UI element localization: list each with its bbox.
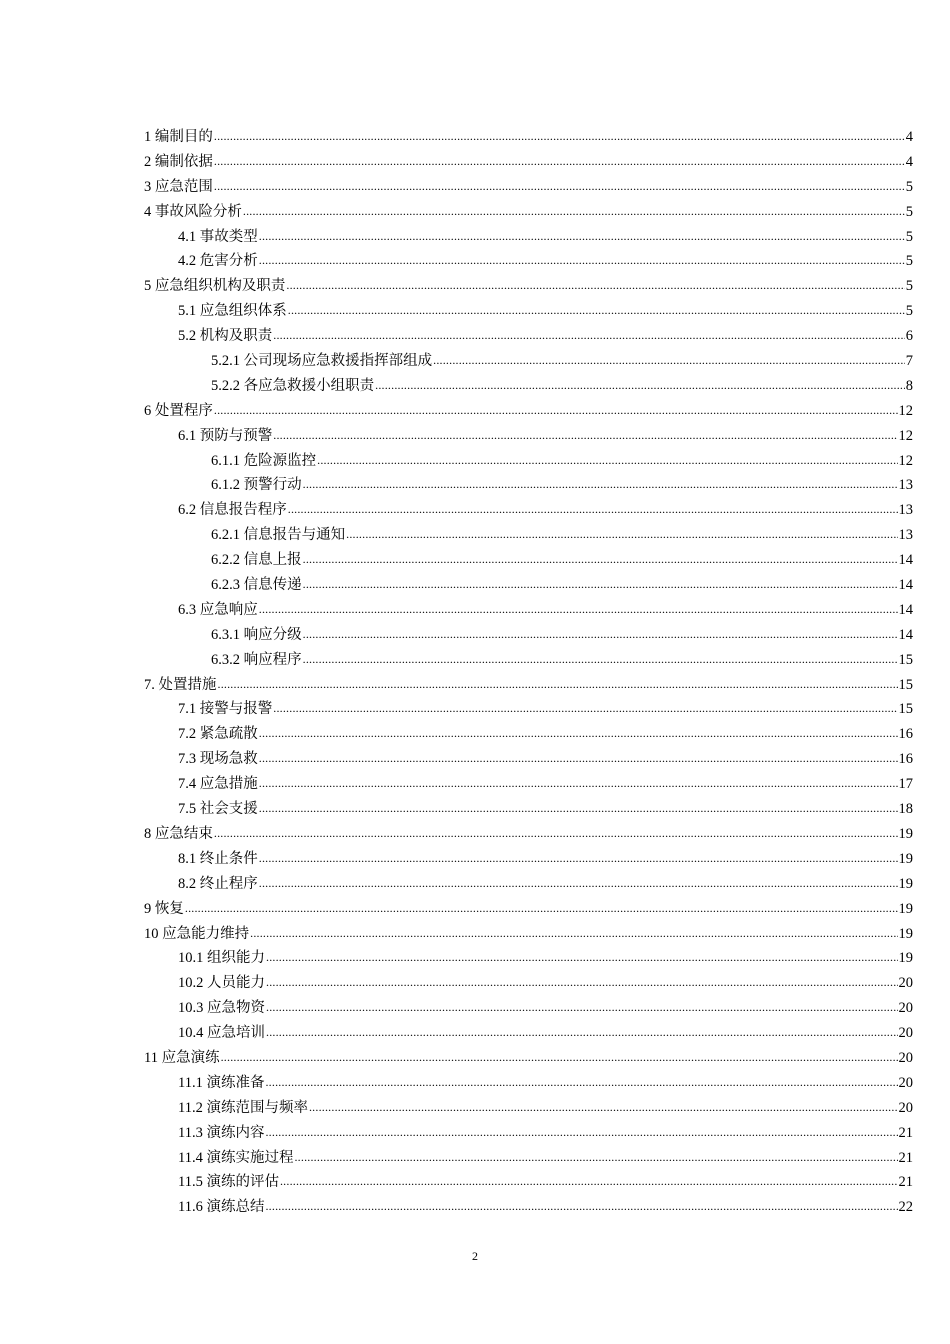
toc-entry[interactable] bbox=[144, 872, 913, 897]
toc-entry[interactable] bbox=[144, 249, 913, 274]
toc-entry-title: 6.3 应急响应 bbox=[178, 601, 258, 618]
toc-entry[interactable] bbox=[144, 225, 913, 250]
toc-entry[interactable] bbox=[144, 1046, 913, 1071]
toc-entry-page: 15 bbox=[898, 676, 913, 693]
toc-dot-leader bbox=[303, 472, 898, 497]
toc-dot-leader bbox=[214, 398, 898, 423]
toc-entry-title: 7.1 接警与报警 bbox=[178, 701, 273, 718]
toc-entry[interactable] bbox=[144, 523, 913, 548]
toc-dot-leader bbox=[273, 696, 897, 721]
toc-dot-leader bbox=[288, 298, 905, 323]
toc-entry-page: 13 bbox=[898, 477, 913, 494]
toc-entry-page: 5 bbox=[905, 178, 913, 195]
toc-entry[interactable] bbox=[144, 847, 913, 872]
toc-dot-leader bbox=[303, 647, 898, 672]
toc-dot-leader bbox=[259, 746, 898, 771]
toc-entry-title: 5.1 应急组织体系 bbox=[178, 303, 287, 320]
toc-entry[interactable] bbox=[144, 598, 913, 623]
toc-entry[interactable] bbox=[144, 473, 913, 498]
toc-entry[interactable] bbox=[144, 299, 913, 324]
toc-entry-page: 12 bbox=[898, 452, 913, 469]
toc-entry-title: 6.3.1 响应分级 bbox=[211, 626, 302, 643]
toc-entry-title: 6 处置程序 bbox=[144, 402, 213, 419]
toc-dot-leader bbox=[303, 622, 898, 647]
toc-entry-page: 5 bbox=[905, 253, 913, 270]
toc-entry-page: 19 bbox=[898, 925, 913, 942]
toc-entry[interactable] bbox=[144, 498, 913, 523]
toc-entry-page: 6 bbox=[905, 328, 913, 345]
toc-entry-page: 17 bbox=[898, 776, 913, 793]
toc-dot-leader bbox=[266, 945, 898, 970]
toc-dot-leader bbox=[265, 1120, 897, 1145]
toc-entry[interactable] bbox=[144, 1146, 913, 1171]
toc-entry-title: 11 应急演练 bbox=[144, 1049, 220, 1066]
toc-dot-leader bbox=[375, 373, 905, 398]
toc-entry-page: 16 bbox=[898, 751, 913, 768]
toc-dot-leader bbox=[288, 497, 898, 522]
toc-entry-page: 14 bbox=[898, 552, 913, 569]
toc-entry-page: 13 bbox=[898, 527, 913, 544]
toc-entry-page: 7 bbox=[905, 353, 913, 370]
toc-entry-page: 19 bbox=[898, 875, 913, 892]
toc-dot-leader bbox=[265, 1194, 897, 1219]
toc-entry-page: 19 bbox=[898, 850, 913, 867]
toc-dot-leader bbox=[433, 348, 905, 373]
toc-entry[interactable] bbox=[144, 648, 913, 673]
toc-entry[interactable] bbox=[144, 399, 913, 424]
toc-entry-page: 19 bbox=[898, 825, 913, 842]
toc-entry-title: 8 应急结束 bbox=[144, 825, 213, 842]
toc-entry-page: 21 bbox=[898, 1174, 913, 1191]
toc-dot-leader bbox=[280, 1169, 898, 1194]
toc-entry[interactable] bbox=[144, 274, 913, 299]
toc-entry-title: 8.2 终止程序 bbox=[178, 875, 258, 892]
toc-entry-title: 3 应急范围 bbox=[144, 178, 213, 195]
toc-entry-title: 8.1 终止条件 bbox=[178, 850, 258, 867]
toc-entry-title: 7.3 现场急救 bbox=[178, 751, 258, 768]
toc-dot-leader bbox=[294, 1145, 897, 1170]
toc-dot-leader bbox=[259, 796, 898, 821]
toc-entry-title: 9 恢复 bbox=[144, 900, 184, 917]
toc-dot-leader bbox=[266, 995, 898, 1020]
toc-dot-leader bbox=[214, 124, 905, 149]
toc-dot-leader bbox=[303, 547, 898, 572]
toc-dot-leader bbox=[266, 970, 898, 995]
toc-entry[interactable] bbox=[144, 722, 913, 747]
toc-entry[interactable] bbox=[144, 971, 913, 996]
toc-dot-leader bbox=[266, 1020, 898, 1045]
toc-entry-title: 1 编制目的 bbox=[144, 129, 213, 145]
toc-dot-leader bbox=[259, 721, 898, 746]
toc-entry-title: 4.2 危害分析 bbox=[178, 253, 258, 270]
toc-dot-leader bbox=[286, 273, 904, 298]
toc-entry-title: 11.1 演练准备 bbox=[178, 1074, 265, 1091]
toc-entry-page: 4 bbox=[905, 129, 913, 145]
toc-entry[interactable] bbox=[144, 1071, 913, 1096]
toc-entry-title: 6.2.2 信息上报 bbox=[211, 552, 302, 569]
toc-entry[interactable] bbox=[144, 623, 913, 648]
toc-entry-page: 5 bbox=[905, 203, 913, 220]
toc-entry-title: 4.1 事故类型 bbox=[178, 228, 258, 245]
toc-entry-title: 10 应急能力维持 bbox=[144, 925, 250, 942]
toc-entry-page: 16 bbox=[898, 726, 913, 743]
toc-entry[interactable] bbox=[144, 1195, 913, 1220]
toc-entry-title: 6.1 预防与预警 bbox=[178, 427, 273, 444]
toc-entry-title: 6.2.3 信息传递 bbox=[211, 577, 302, 594]
toc-entry[interactable] bbox=[144, 1021, 913, 1046]
toc-entry[interactable] bbox=[144, 573, 913, 598]
table-of-contents bbox=[144, 125, 913, 1220]
toc-entry[interactable] bbox=[144, 324, 913, 349]
toc-entry[interactable] bbox=[144, 424, 913, 449]
toc-entry-title: 6.2 信息报告程序 bbox=[178, 502, 287, 519]
toc-entry-title: 7.4 应急措施 bbox=[178, 776, 258, 793]
toc-dot-leader bbox=[214, 821, 898, 846]
toc-entry-title: 11.6 演练总结 bbox=[178, 1199, 265, 1216]
toc-entry-title: 5.2 机构及职责 bbox=[178, 328, 273, 345]
toc-entry-title: 11.5 演练的评估 bbox=[178, 1174, 279, 1191]
toc-entry[interactable] bbox=[144, 996, 913, 1021]
toc-entry[interactable] bbox=[144, 349, 913, 374]
toc-entry-page: 19 bbox=[898, 950, 913, 967]
toc-dot-leader bbox=[214, 174, 905, 199]
toc-entry-title: 5 应急组织机构及职责 bbox=[144, 278, 286, 295]
toc-entry-page: 5 bbox=[905, 303, 913, 320]
toc-dot-leader bbox=[250, 921, 897, 946]
toc-dot-leader bbox=[221, 1045, 898, 1070]
toc-entry[interactable] bbox=[144, 747, 913, 772]
toc-entry-page: 20 bbox=[898, 1099, 913, 1116]
toc-dot-leader bbox=[259, 597, 898, 622]
toc-entry-page: 22 bbox=[898, 1199, 913, 1216]
toc-entry[interactable] bbox=[144, 150, 913, 175]
toc-entry[interactable] bbox=[144, 772, 913, 797]
toc-entry[interactable] bbox=[144, 1121, 913, 1146]
toc-entry-title: 4 事故风险分析 bbox=[144, 203, 242, 220]
toc-entry-page: 14 bbox=[898, 601, 913, 618]
toc-entry[interactable] bbox=[144, 449, 913, 474]
toc-entry-title: 6.1.1 危险源监控 bbox=[211, 452, 317, 469]
toc-entry[interactable] bbox=[144, 175, 913, 200]
toc-entry-title: 6.2.1 信息报告与通知 bbox=[211, 527, 346, 544]
toc-entry-page: 14 bbox=[898, 577, 913, 594]
toc-entry-page: 20 bbox=[898, 1074, 913, 1091]
toc-entry-title: 11.4 演练实施过程 bbox=[178, 1149, 294, 1166]
toc-entry-title: 7. 处置措施 bbox=[144, 676, 217, 693]
toc-entry-title: 2 编制依据 bbox=[144, 153, 213, 170]
toc-entry-title: 10.3 应急物资 bbox=[178, 1000, 265, 1017]
toc-entry[interactable] bbox=[144, 822, 913, 847]
toc-dot-leader bbox=[303, 572, 898, 597]
toc-entry-title: 11.3 演练内容 bbox=[178, 1124, 265, 1141]
toc-dot-leader bbox=[273, 423, 897, 448]
toc-entry-page: 12 bbox=[898, 427, 913, 444]
toc-entry-page: 18 bbox=[898, 801, 913, 818]
toc-entry[interactable] bbox=[144, 697, 913, 722]
toc-entry[interactable] bbox=[144, 1170, 913, 1195]
toc-entry-page: 20 bbox=[898, 975, 913, 992]
toc-dot-leader bbox=[317, 448, 897, 473]
toc-entry[interactable] bbox=[144, 673, 913, 698]
toc-entry-title: 5.2.2 各应急救援小组职责 bbox=[211, 377, 375, 394]
toc-entry-page: 19 bbox=[898, 900, 913, 917]
toc-entry-page: 5 bbox=[905, 278, 913, 295]
toc-entry-title: 6.1.2 预警行动 bbox=[211, 477, 302, 494]
toc-entry[interactable] bbox=[144, 922, 913, 947]
toc-dot-leader bbox=[346, 522, 897, 547]
toc-entry[interactable] bbox=[144, 946, 913, 971]
toc-entry-page: 13 bbox=[898, 502, 913, 519]
toc-entry-title: 7.5 社会支援 bbox=[178, 801, 258, 818]
toc-entry-title: 7.2 紧急疏散 bbox=[178, 726, 258, 743]
toc-dot-leader bbox=[259, 871, 898, 896]
toc-dot-leader bbox=[265, 1070, 897, 1095]
toc-dot-leader bbox=[185, 896, 898, 921]
page-number: 2 bbox=[472, 1249, 478, 1263]
toc-dot-leader bbox=[259, 248, 905, 273]
toc-entry-page: 15 bbox=[898, 651, 913, 668]
toc-dot-leader bbox=[214, 149, 905, 174]
toc-entry-page: 21 bbox=[898, 1149, 913, 1166]
toc-entry-page: 20 bbox=[898, 1049, 913, 1066]
toc-entry[interactable] bbox=[144, 548, 913, 573]
toc-entry-page: 8 bbox=[905, 377, 913, 394]
toc-entry[interactable] bbox=[144, 897, 913, 922]
toc-entry-title: 10.4 应急培训 bbox=[178, 1025, 265, 1042]
toc-entry-title: 5.2.1 公司现场应急救援指挥部组成 bbox=[211, 353, 433, 370]
toc-entry-page: 14 bbox=[898, 626, 913, 643]
toc-entry-title: 10.1 组织能力 bbox=[178, 950, 265, 967]
toc-entry-page: 21 bbox=[898, 1124, 913, 1141]
toc-entry-page: 20 bbox=[898, 1000, 913, 1017]
toc-entry[interactable] bbox=[144, 1096, 913, 1121]
toc-entry-title: 11.2 演练范围与频率 bbox=[178, 1099, 308, 1116]
toc-dot-leader bbox=[218, 672, 898, 697]
toc-entry[interactable] bbox=[144, 374, 913, 399]
toc-dot-leader bbox=[309, 1095, 898, 1120]
toc-entry[interactable] bbox=[144, 125, 913, 150]
toc-entry-page: 12 bbox=[898, 402, 913, 419]
toc-dot-leader bbox=[259, 771, 898, 796]
toc-dot-leader bbox=[243, 199, 905, 224]
toc-entry[interactable] bbox=[144, 200, 913, 225]
toc-entry-page: 20 bbox=[898, 1025, 913, 1042]
toc-entry[interactable] bbox=[144, 797, 913, 822]
toc-entry-title: 6.3.2 响应程序 bbox=[211, 651, 302, 668]
toc-dot-leader bbox=[259, 846, 898, 871]
toc-entry-page: 15 bbox=[898, 701, 913, 718]
toc-dot-leader bbox=[259, 224, 905, 249]
toc-entry-page: 4 bbox=[905, 153, 913, 170]
toc-entry-page: 5 bbox=[905, 228, 913, 245]
toc-dot-leader bbox=[273, 323, 905, 348]
toc-entry-title: 10.2 人员能力 bbox=[178, 975, 265, 992]
